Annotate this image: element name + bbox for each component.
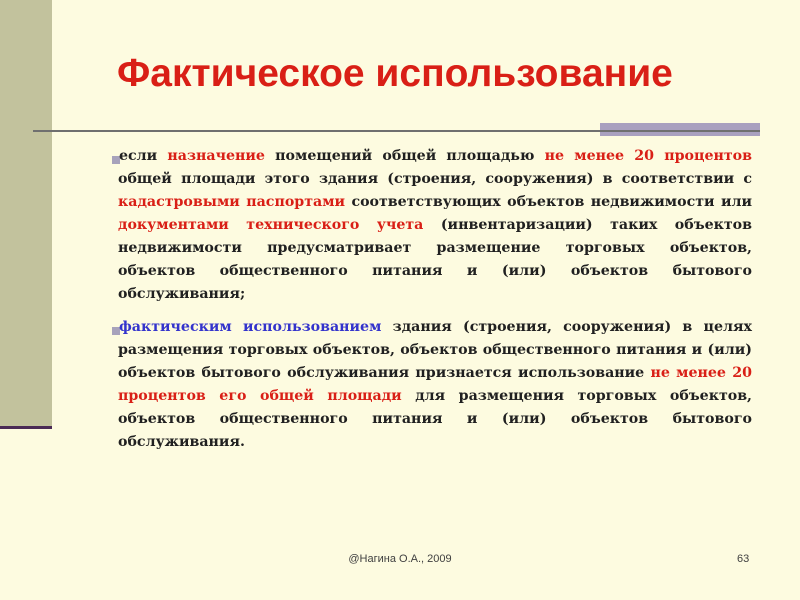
paragraph2-run-1: здания (строения, сооружения) в целях размещения торговых объектов, объектов общественного питания и (или) объектов бытового обслуживания признается использование: [118, 319, 752, 381]
paragraph1-run-1: назначение: [167, 148, 265, 164]
bullet-paragraph-1: [118, 145, 752, 306]
slide-title: Фактическое использование: [117, 52, 673, 95]
paragraph1-run-7: документами технического учета: [118, 217, 424, 233]
paragraph2-run-3: для размещения торговых объектов, объектов общественного питания и (или) объектов бытового обслуживания.: [118, 388, 752, 450]
title-divider-accent-line: [600, 130, 760, 132]
left-decor-line: [0, 426, 52, 429]
paragraph1-run-2: помещений общей площадью: [264, 148, 545, 164]
page-number: 63: [737, 553, 750, 565]
paragraph1-run-5: кадастровыми паспортами: [118, 194, 346, 210]
bullet-paragraph-2: [118, 316, 752, 454]
paragraph2-run-2: не менее 20 процентов его общей площади: [118, 365, 752, 404]
paragraph1-run-3: не менее 20 процентов: [544, 148, 752, 164]
paragraph2-run-0: фактическим использованием: [119, 319, 382, 335]
paragraph1-run-8: (инвентаризации) таких объектов недвижимости предусматривает размещение торговых объектов, объектов общественного питания и (или) объектов бытового обслуживания;: [118, 217, 753, 302]
paragraph1-run-4: общей площади этого здания (строения, сооружения) в соответствии с: [118, 171, 752, 187]
paragraph1-run-0: если: [119, 148, 168, 164]
left-decor-bar: [0, 0, 52, 428]
footer-author: @Нагина О.А., 2009: [348, 553, 452, 565]
paragraph1-run-6: соответствующих объектов недвижимости или: [345, 194, 752, 210]
